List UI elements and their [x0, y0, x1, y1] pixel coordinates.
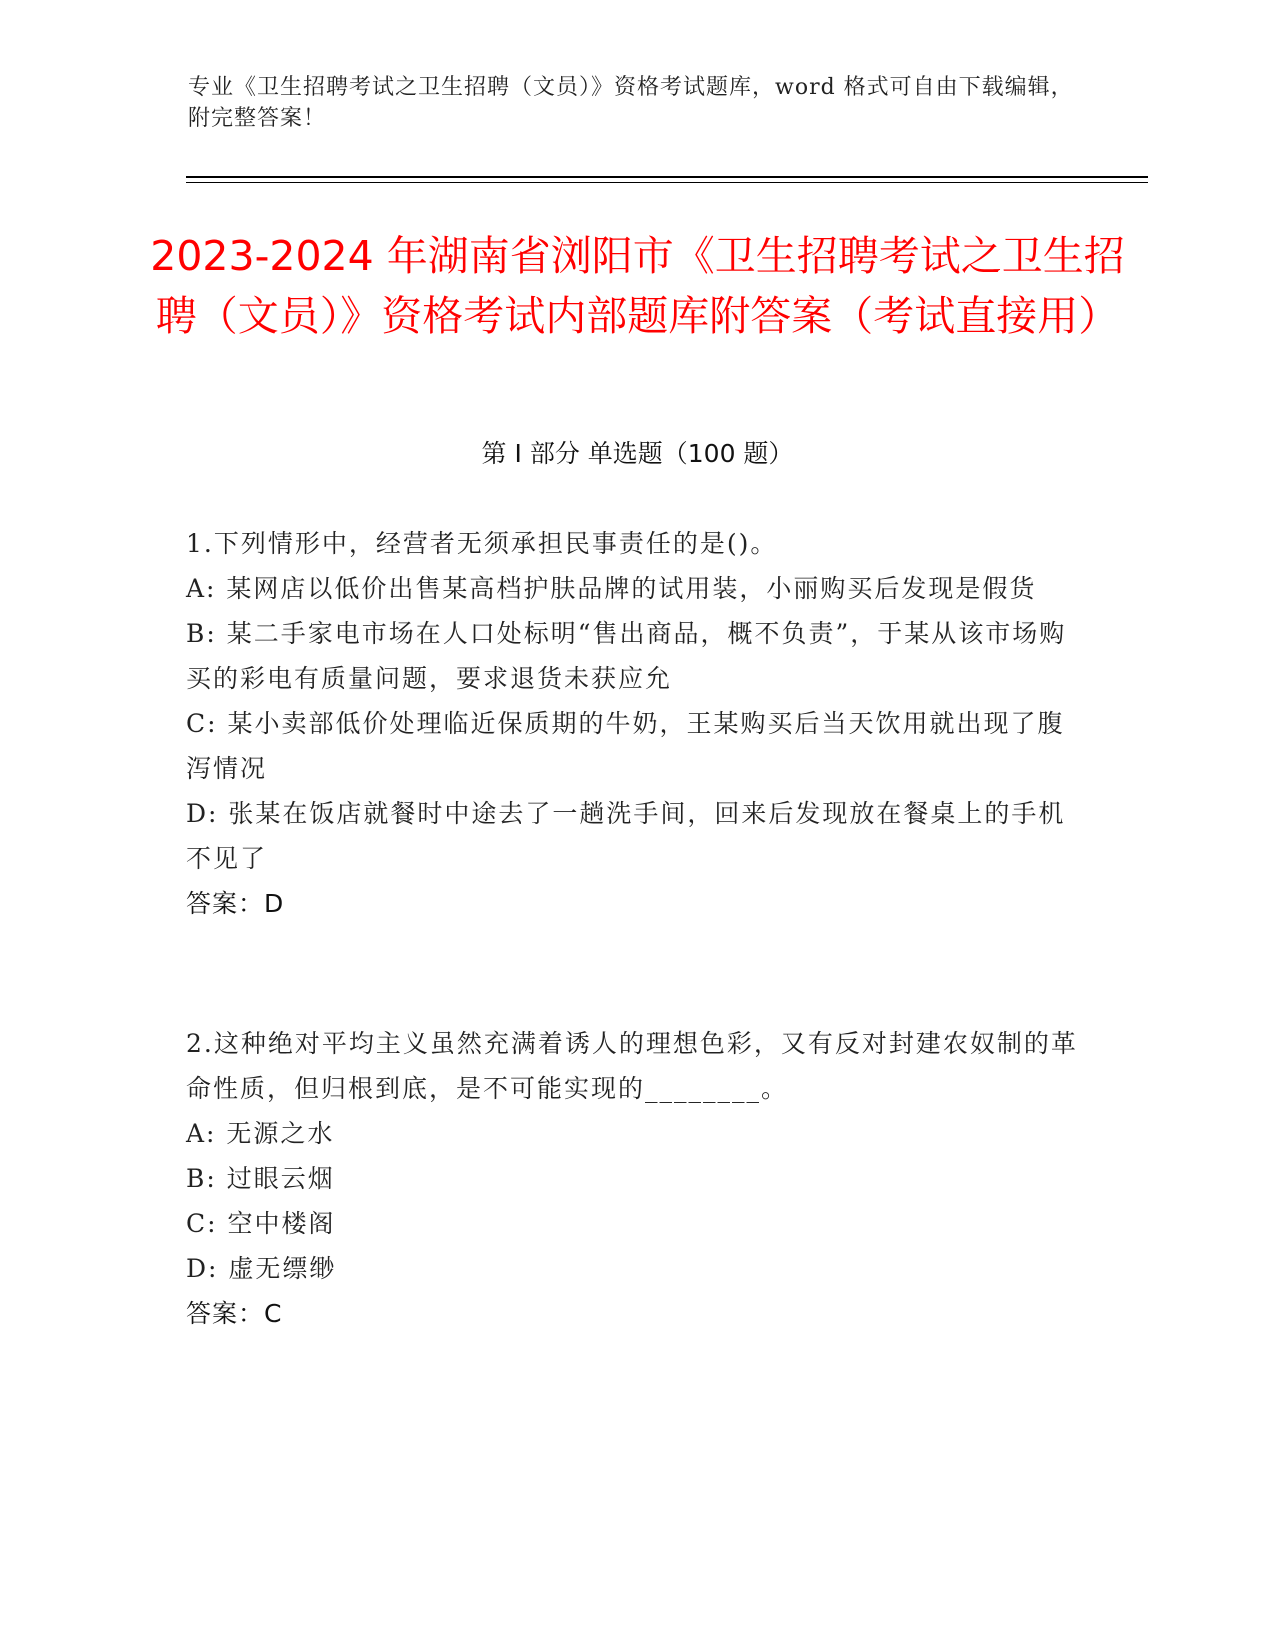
question-2	[186, 1021, 1086, 1336]
option-d: D: 虚无缥缈	[186, 1254, 337, 1283]
header-rule-thin	[186, 182, 1148, 183]
option-d: D: 张某在饭店就餐时中途去了一趟洗手间，回来后发现放在餐桌上的手机不见了	[186, 799, 1066, 873]
header-note: 专业《卫生招聘考试之卫生招聘（文员）》资格考试题库，word 格式可自由下载编辑，附完整答案！	[188, 75, 1074, 131]
document-title: 2023-2024 年湖南省浏阳市《卫生招聘考试之卫生招聘（文员）》资格考试内部题库附答案（考试直接用）	[150, 232, 1125, 340]
question-stem: 1.下列情形中，经营者无须承担民事责任的是()。	[186, 529, 778, 558]
option-c: C: 空中楼阁	[186, 1209, 336, 1238]
option-c: C: 某小卖部低价处理临近保质期的牛奶，王某购买后当天饮用就出现了腹泻情况	[186, 709, 1065, 783]
option-a: A: 无源之水	[186, 1119, 335, 1148]
answer: 答案：C	[186, 1299, 283, 1328]
question-1	[186, 521, 1086, 926]
section-heading: 第 I 部分 单选题（100 题）	[481, 439, 794, 468]
answer: 答案：D	[186, 889, 285, 918]
option-a: A: 某网店以低价出售某高档护肤品牌的试用装，小丽购买后发现是假货	[186, 574, 1037, 603]
option-b: B: 某二手家电市场在人口处标明“售出商品，概不负责”，于某从该市场购买的彩电有质量问题，要求退货未获应允	[186, 619, 1067, 693]
question-stem: 2.这种绝对平均主义虽然充满着诱人的理想色彩，又有反对封建农奴制的革命性质，但归根到底，是不可能实现的________。	[186, 1029, 1078, 1103]
header-rule-thick	[186, 176, 1148, 178]
option-b: B: 过眼云烟	[186, 1164, 335, 1193]
